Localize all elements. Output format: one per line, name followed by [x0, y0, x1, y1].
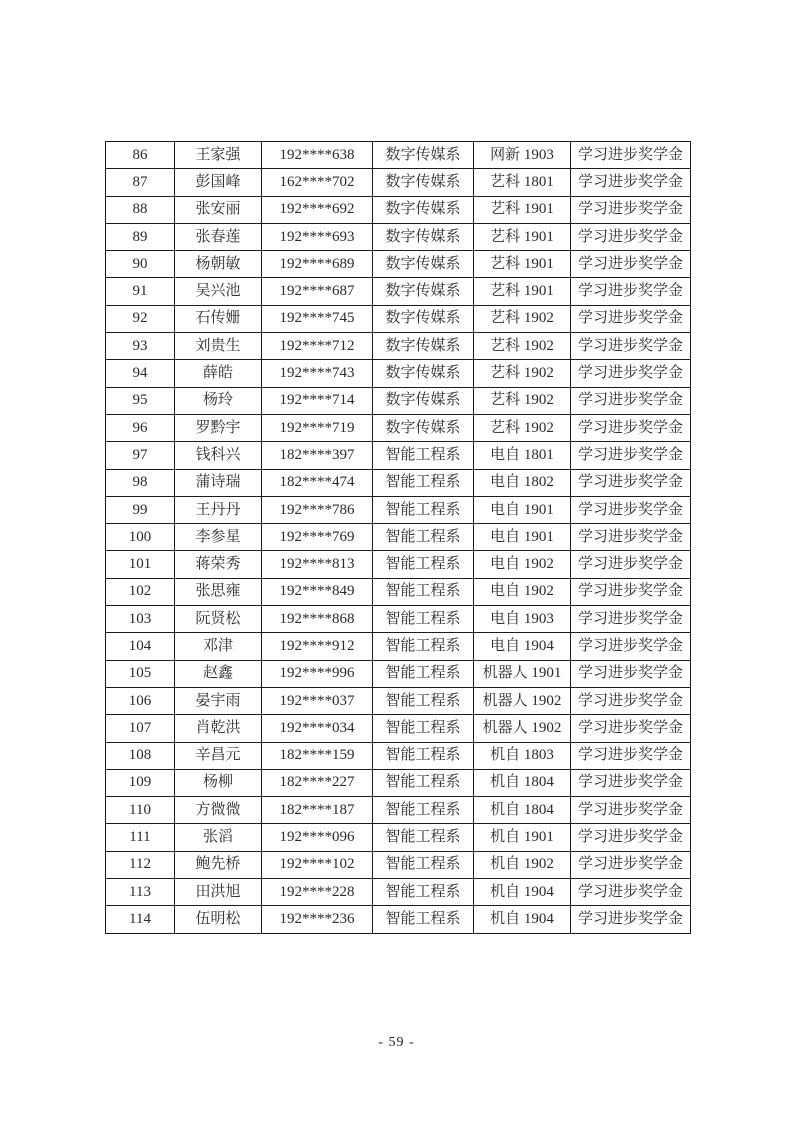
class-cell: 艺科 1901	[474, 196, 571, 223]
class-cell: 艺科 1902	[474, 360, 571, 387]
student-id-cell: 192****102	[262, 851, 373, 878]
row-number-cell: 96	[106, 414, 175, 441]
table-row	[106, 278, 691, 305]
award-name-cell: 学习进步奖学金	[571, 278, 691, 305]
row-number-cell: 111	[106, 824, 175, 851]
department-cell: 智能工程系	[373, 633, 474, 660]
student-name-cell: 彭国峰	[175, 169, 262, 196]
department-cell: 智能工程系	[373, 687, 474, 714]
class-cell: 机自 1901	[474, 824, 571, 851]
table-row	[106, 715, 691, 742]
department-cell: 数字传媒系	[373, 142, 474, 169]
award-name-cell: 学习进步奖学金	[571, 524, 691, 551]
row-number-cell: 107	[106, 715, 175, 742]
student-name-cell: 张安丽	[175, 196, 262, 223]
table-row	[106, 687, 691, 714]
student-name-cell: 赵鑫	[175, 660, 262, 687]
class-cell: 电自 1902	[474, 551, 571, 578]
class-cell: 机自 1904	[474, 879, 571, 906]
table-row	[106, 633, 691, 660]
student-name-cell: 杨玲	[175, 387, 262, 414]
student-id-cell: 192****034	[262, 715, 373, 742]
student-id-cell: 192****236	[262, 906, 373, 933]
department-cell: 智能工程系	[373, 769, 474, 796]
department-cell: 智能工程系	[373, 906, 474, 933]
department-cell: 智能工程系	[373, 851, 474, 878]
table-row	[106, 496, 691, 523]
award-name-cell: 学习进步奖学金	[571, 660, 691, 687]
student-name-cell: 王家强	[175, 142, 262, 169]
student-id-cell: 192****849	[262, 578, 373, 605]
department-cell: 数字传媒系	[373, 360, 474, 387]
row-number-cell: 98	[106, 469, 175, 496]
table-row	[106, 169, 691, 196]
table-row	[106, 524, 691, 551]
department-cell: 智能工程系	[373, 742, 474, 769]
student-name-cell: 方微微	[175, 797, 262, 824]
table-row	[106, 578, 691, 605]
student-id-cell: 182****187	[262, 797, 373, 824]
table-row	[106, 469, 691, 496]
table-row	[106, 196, 691, 223]
row-number-cell: 101	[106, 551, 175, 578]
class-cell: 机自 1902	[474, 851, 571, 878]
student-name-cell: 钱科兴	[175, 442, 262, 469]
class-cell: 艺科 1801	[474, 169, 571, 196]
class-cell: 机自 1804	[474, 797, 571, 824]
student-name-cell: 邓津	[175, 633, 262, 660]
table-row	[106, 360, 691, 387]
student-name-cell: 蒋荣秀	[175, 551, 262, 578]
student-name-cell: 辛昌元	[175, 742, 262, 769]
student-name-cell: 吴兴池	[175, 278, 262, 305]
student-id-cell: 192****743	[262, 360, 373, 387]
page-number: - 59 -	[378, 1035, 415, 1050]
table-row	[106, 797, 691, 824]
department-cell: 智能工程系	[373, 469, 474, 496]
award-name-cell: 学习进步奖学金	[571, 251, 691, 278]
class-cell: 机器人 1902	[474, 715, 571, 742]
award-name-cell: 学习进步奖学金	[571, 142, 691, 169]
row-number-cell: 108	[106, 742, 175, 769]
student-id-cell: 182****227	[262, 769, 373, 796]
class-cell: 机自 1803	[474, 742, 571, 769]
table-row	[106, 442, 691, 469]
student-id-cell: 192****786	[262, 496, 373, 523]
department-cell: 数字传媒系	[373, 387, 474, 414]
row-number-cell: 89	[106, 223, 175, 250]
table-row	[106, 606, 691, 633]
student-name-cell: 张滔	[175, 824, 262, 851]
class-cell: 机器人 1902	[474, 687, 571, 714]
table-row	[106, 769, 691, 796]
award-name-cell: 学习进步奖学金	[571, 414, 691, 441]
class-cell: 机器人 1901	[474, 660, 571, 687]
table-row	[106, 251, 691, 278]
table-row	[106, 824, 691, 851]
department-cell: 智能工程系	[373, 551, 474, 578]
row-number-cell: 92	[106, 305, 175, 332]
department-cell: 数字传媒系	[373, 196, 474, 223]
award-name-cell: 学习进步奖学金	[571, 496, 691, 523]
award-name-cell: 学习进步奖学金	[571, 578, 691, 605]
row-number-cell: 109	[106, 769, 175, 796]
award-name-cell: 学习进步奖学金	[571, 742, 691, 769]
department-cell: 智能工程系	[373, 578, 474, 605]
department-cell: 数字传媒系	[373, 223, 474, 250]
department-cell: 智能工程系	[373, 524, 474, 551]
table-row	[106, 414, 691, 441]
table-row	[106, 906, 691, 933]
student-id-cell: 192****693	[262, 223, 373, 250]
department-cell: 智能工程系	[373, 797, 474, 824]
class-cell: 电自 1802	[474, 469, 571, 496]
class-cell: 网新 1903	[474, 142, 571, 169]
row-number-cell: 86	[106, 142, 175, 169]
table-row	[106, 742, 691, 769]
department-cell: 智能工程系	[373, 606, 474, 633]
student-name-cell: 杨朝敏	[175, 251, 262, 278]
row-number-cell: 113	[106, 879, 175, 906]
department-cell: 数字传媒系	[373, 305, 474, 332]
student-id-cell: 182****474	[262, 469, 373, 496]
award-name-cell: 学习进步奖学金	[571, 387, 691, 414]
student-name-cell: 张春莲	[175, 223, 262, 250]
award-name-cell: 学习进步奖学金	[571, 333, 691, 360]
student-id-cell: 192****912	[262, 633, 373, 660]
student-id-cell: 192****745	[262, 305, 373, 332]
award-name-cell: 学习进步奖学金	[571, 715, 691, 742]
row-number-cell: 100	[106, 524, 175, 551]
student-name-cell: 伍明松	[175, 906, 262, 933]
row-number-cell: 102	[106, 578, 175, 605]
row-number-cell: 112	[106, 851, 175, 878]
table-row	[106, 223, 691, 250]
student-name-cell: 王丹丹	[175, 496, 262, 523]
row-number-cell: 95	[106, 387, 175, 414]
class-cell: 电自 1801	[474, 442, 571, 469]
student-name-cell: 肖乾洪	[175, 715, 262, 742]
row-number-cell: 90	[106, 251, 175, 278]
class-cell: 艺科 1901	[474, 223, 571, 250]
class-cell: 艺科 1902	[474, 387, 571, 414]
student-id-cell: 192****228	[262, 879, 373, 906]
class-cell: 艺科 1901	[474, 251, 571, 278]
department-cell: 数字传媒系	[373, 414, 474, 441]
award-name-cell: 学习进步奖学金	[571, 633, 691, 660]
table-row	[106, 333, 691, 360]
student-name-cell: 薛皓	[175, 360, 262, 387]
row-number-cell: 99	[106, 496, 175, 523]
row-number-cell: 97	[106, 442, 175, 469]
award-name-cell: 学习进步奖学金	[571, 360, 691, 387]
student-name-cell: 张思雍	[175, 578, 262, 605]
row-number-cell: 104	[106, 633, 175, 660]
department-cell: 数字传媒系	[373, 333, 474, 360]
row-number-cell: 105	[106, 660, 175, 687]
class-cell: 机自 1904	[474, 906, 571, 933]
class-cell: 艺科 1901	[474, 278, 571, 305]
row-number-cell: 88	[106, 196, 175, 223]
class-cell: 艺科 1902	[474, 333, 571, 360]
award-name-cell: 学习进步奖学金	[571, 442, 691, 469]
student-id-cell: 182****397	[262, 442, 373, 469]
table-row	[106, 879, 691, 906]
class-cell: 机自 1804	[474, 769, 571, 796]
student-id-cell: 192****813	[262, 551, 373, 578]
class-cell: 艺科 1902	[474, 305, 571, 332]
row-number-cell: 93	[106, 333, 175, 360]
award-name-cell: 学习进步奖学金	[571, 223, 691, 250]
table-row	[106, 387, 691, 414]
award-name-cell: 学习进步奖学金	[571, 305, 691, 332]
class-cell: 艺科 1902	[474, 414, 571, 441]
student-id-cell: 182****159	[262, 742, 373, 769]
student-name-cell: 石传姗	[175, 305, 262, 332]
table-row	[106, 142, 691, 169]
department-cell: 智能工程系	[373, 879, 474, 906]
table-row	[106, 551, 691, 578]
student-name-cell: 晏宇雨	[175, 687, 262, 714]
student-id-cell: 192****692	[262, 196, 373, 223]
student-name-cell: 罗黔宇	[175, 414, 262, 441]
department-cell: 数字传媒系	[373, 278, 474, 305]
department-cell: 数字传媒系	[373, 251, 474, 278]
award-name-cell: 学习进步奖学金	[571, 196, 691, 223]
class-cell: 电自 1904	[474, 633, 571, 660]
student-name-cell: 阮贤松	[175, 606, 262, 633]
row-number-cell: 94	[106, 360, 175, 387]
table-row	[106, 305, 691, 332]
award-name-cell: 学习进步奖学金	[571, 851, 691, 878]
row-number-cell: 91	[106, 278, 175, 305]
class-cell: 电自 1901	[474, 496, 571, 523]
award-name-cell: 学习进步奖学金	[571, 551, 691, 578]
award-name-cell: 学习进步奖学金	[571, 606, 691, 633]
student-id-cell: 192****689	[262, 251, 373, 278]
row-number-cell: 87	[106, 169, 175, 196]
student-id-cell: 192****037	[262, 687, 373, 714]
student-id-cell: 162****702	[262, 169, 373, 196]
student-name-cell: 蒲诗瑞	[175, 469, 262, 496]
student-id-cell: 192****638	[262, 142, 373, 169]
award-name-cell: 学习进步奖学金	[571, 469, 691, 496]
student-id-cell: 192****687	[262, 278, 373, 305]
award-name-cell: 学习进步奖学金	[571, 769, 691, 796]
table-row	[106, 660, 691, 687]
award-name-cell: 学习进步奖学金	[571, 906, 691, 933]
award-name-cell: 学习进步奖学金	[571, 797, 691, 824]
department-cell: 智能工程系	[373, 660, 474, 687]
student-id-cell: 192****719	[262, 414, 373, 441]
scholarship-table	[105, 141, 691, 934]
student-id-cell: 192****096	[262, 824, 373, 851]
student-name-cell: 田洪旭	[175, 879, 262, 906]
department-cell: 智能工程系	[373, 496, 474, 523]
department-cell: 智能工程系	[373, 442, 474, 469]
award-name-cell: 学习进步奖学金	[571, 879, 691, 906]
department-cell: 智能工程系	[373, 715, 474, 742]
student-name-cell: 李参星	[175, 524, 262, 551]
award-name-cell: 学习进步奖学金	[571, 169, 691, 196]
scholarship-table-body	[106, 142, 691, 934]
row-number-cell: 110	[106, 797, 175, 824]
award-name-cell: 学习进步奖学金	[571, 687, 691, 714]
student-id-cell: 192****712	[262, 333, 373, 360]
student-id-cell: 192****769	[262, 524, 373, 551]
student-id-cell: 192****714	[262, 387, 373, 414]
row-number-cell: 114	[106, 906, 175, 933]
class-cell: 电自 1901	[474, 524, 571, 551]
student-name-cell: 刘贵生	[175, 333, 262, 360]
table-row	[106, 851, 691, 878]
student-id-cell: 192****868	[262, 606, 373, 633]
class-cell: 电自 1902	[474, 578, 571, 605]
row-number-cell: 106	[106, 687, 175, 714]
department-cell: 智能工程系	[373, 824, 474, 851]
student-id-cell: 192****996	[262, 660, 373, 687]
award-name-cell: 学习进步奖学金	[571, 824, 691, 851]
row-number-cell: 103	[106, 606, 175, 633]
student-name-cell: 鲍先桥	[175, 851, 262, 878]
student-name-cell: 杨柳	[175, 769, 262, 796]
class-cell: 电自 1903	[474, 606, 571, 633]
department-cell: 数字传媒系	[373, 169, 474, 196]
